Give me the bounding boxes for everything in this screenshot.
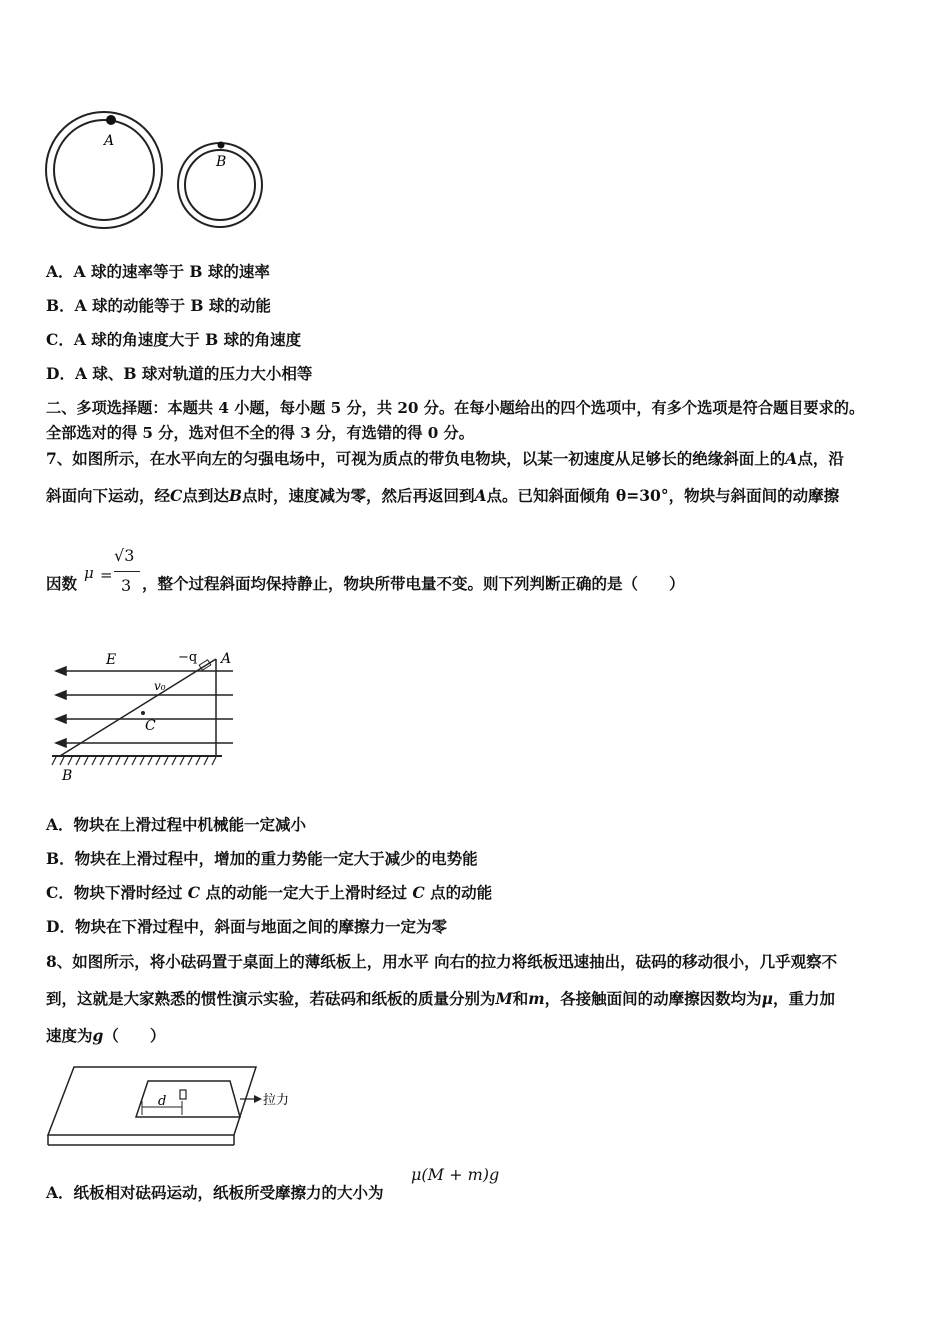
label-q: −q (178, 650, 198, 665)
q6-option-d: D．A 球、B 球对轨道的压力大小相等 (46, 364, 313, 383)
q7-line1 (46, 447, 844, 469)
q7-line1-a: 7、如图所示，在水平向左的匀强电场中，可视为质点的带负电物块，以某一初速度从足够长的绝缘斜面上的 (46, 449, 786, 468)
point-c (141, 711, 145, 715)
equals-sign: = (100, 566, 113, 584)
q6-option-b: B．A 球的动能等于 B 球的动能 (46, 296, 271, 315)
q6-option-c: C．A 球的角速度大于 B 球的角速度 (46, 330, 302, 349)
section2-line1: 二、多项选择题：本题共 4 小题，每小题 5 分，共 20 分。在每小题给出的四个选项中，有多个选项是符合题目要求的。 (46, 399, 865, 417)
q7-line1-b: 点，沿 (797, 449, 844, 468)
paperboard (136, 1081, 240, 1117)
label-d: d (158, 1094, 167, 1109)
label-c-point: C (145, 718, 156, 734)
track-a-outer (46, 112, 162, 228)
circular-tracks-figure (40, 108, 270, 233)
fraction-bar (114, 571, 140, 572)
q7-option-d: D．物块在下滑过程中，斜面与地面之间的摩擦力一定为零 (46, 917, 447, 936)
q6-option-a: A．A 球的速率等于 B 球的速率 (46, 262, 270, 281)
q8-line1: 8、如图所示，将小砝码置于桌面上的薄纸板上，用水平 向右的拉力将纸板迅速抽出，砝码的移动很小，几乎观察不 (46, 952, 838, 971)
label-e: E (106, 652, 117, 668)
section2-line2: 全部选对的得 5 分，选对但不全的得 3 分，有选错的得 0 分。 (46, 424, 474, 442)
inertia-demo-figure (44, 1063, 304, 1155)
label-pull: 拉力 (263, 1093, 290, 1108)
label-v0: v₀ (154, 679, 166, 693)
electric-field-incline-figure (48, 646, 248, 786)
q7-point-a: A (785, 449, 798, 468)
label-a-point: A (221, 651, 232, 667)
denominator: 3 (121, 576, 132, 595)
label-b: B (216, 154, 227, 170)
q8-option-a: A．纸板相对砝码运动，纸板所受摩擦力的大小为 (46, 1183, 384, 1202)
q8-line3: 速度为g（ ） (46, 1026, 166, 1045)
label-a: A (104, 133, 115, 149)
mu-symbol: μ (84, 564, 94, 582)
friction-formula: μ(M + m)g (411, 1165, 500, 1184)
label-b-point: B (62, 768, 73, 784)
sqrt3-numerator: √3 (114, 546, 135, 565)
q7-option-c: C．物块下滑时经过 C 点的动能一定大于上滑时经过 C 点的动能 (46, 883, 493, 902)
ball-b (218, 142, 225, 149)
q7-line3-a: 因数 (46, 574, 78, 593)
q7-line3-b: ，整个过程斜面均保持静止，物块所带电量不变。则下列判断正确的是（ ） (142, 574, 685, 593)
q7-option-a: A．物块在上滑过程中机械能一定减小 (46, 815, 307, 834)
ball-a (106, 115, 116, 125)
q8-line2: 到，这就是大家熟悉的惯性演示实验，若砝码和纸板的质量分别为M和m，各接触面间的动摩擦因数均为μ，重力加 (46, 989, 835, 1008)
q7-line2: 斜面向下运动，经C点到达B点时，速度减为零，然后再返回到A点。已知斜面倾角 θ=30°，物块与斜面间的动摩擦 (46, 486, 840, 505)
incline-slope (60, 659, 216, 756)
q7-option-b: B．物块在上滑过程中，增加的重力势能一定大于减少的电势能 (46, 849, 478, 868)
